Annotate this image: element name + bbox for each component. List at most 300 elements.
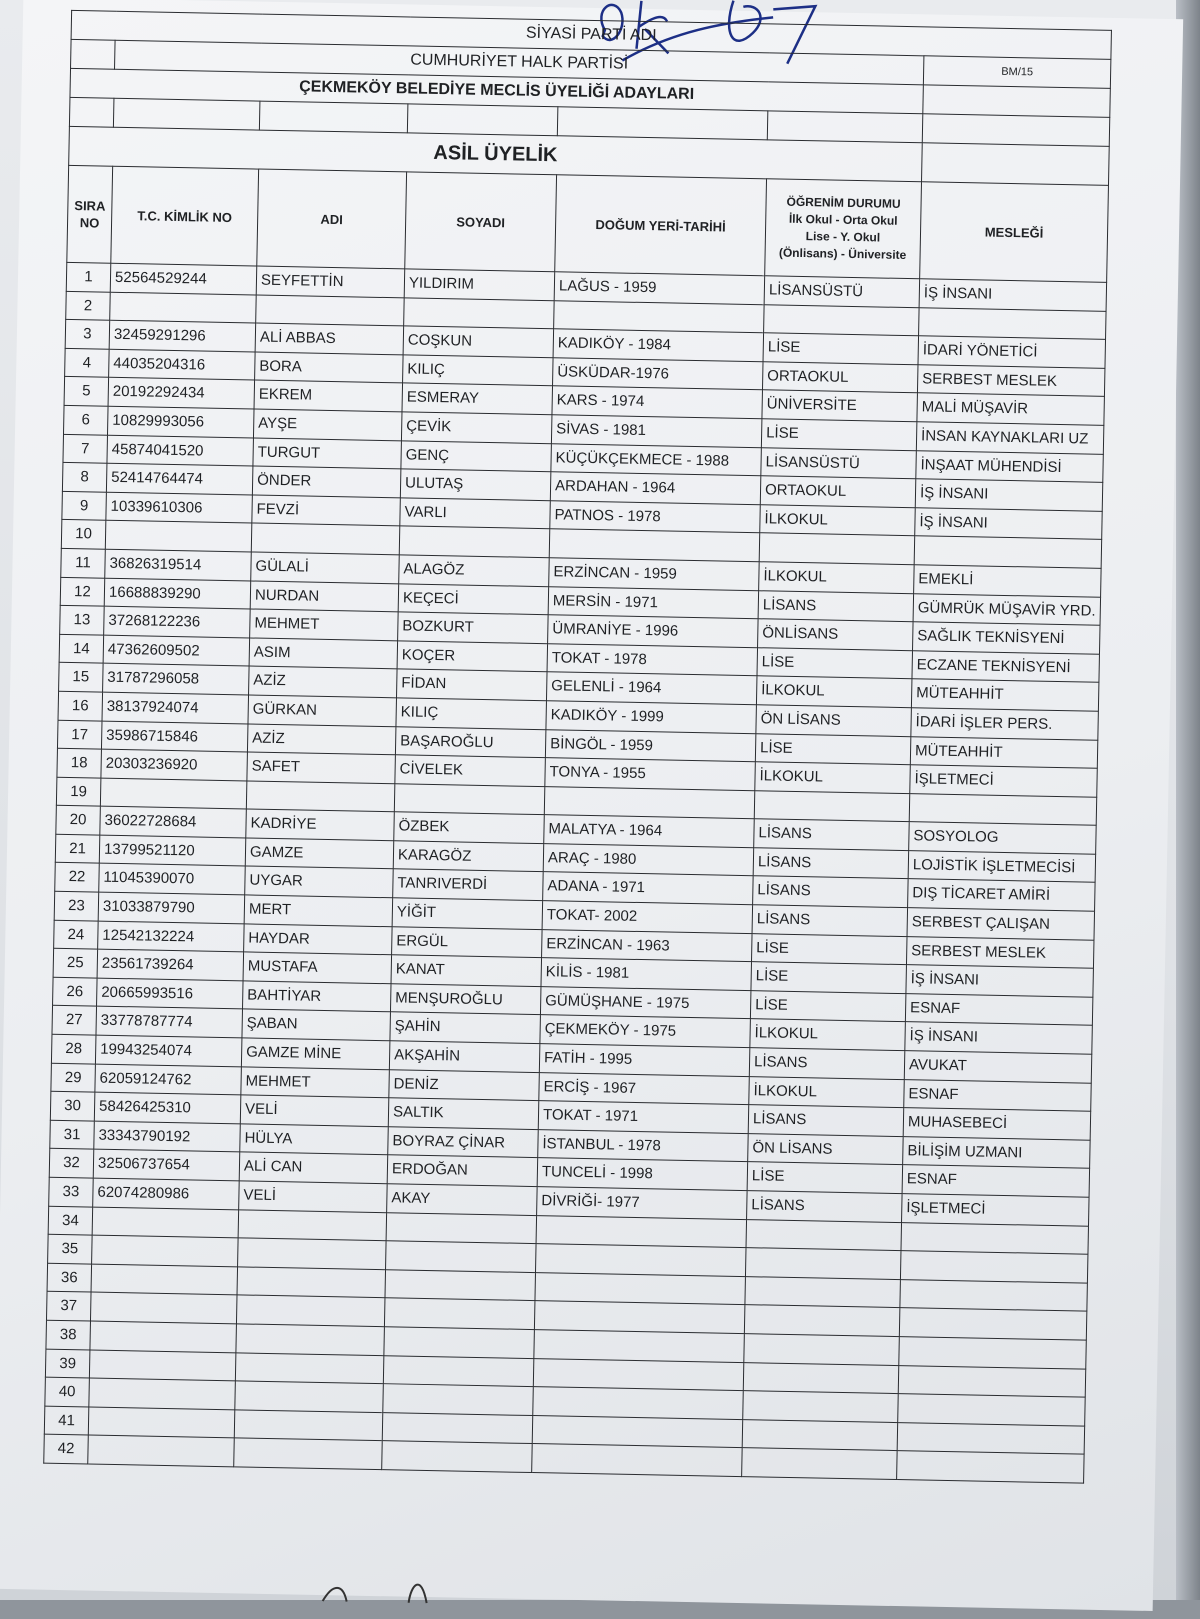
cell-tc: 44035204316 — [109, 349, 256, 380]
cell-meslek — [897, 1422, 1085, 1454]
cell-tc — [90, 1321, 237, 1352]
cell-meslek: İŞLETMECİ — [910, 765, 1098, 797]
col-header-sira-line1: SIRA — [74, 198, 106, 214]
cell-ogrenim: LİSE — [757, 647, 913, 679]
cell-adi: ASIM — [249, 638, 398, 669]
cell-dogum: SİVAS - 1981 — [551, 415, 762, 448]
cell-soyadi — [383, 1355, 534, 1386]
cell-meslek: İŞ İNSANI — [906, 965, 1094, 997]
cell-soyadi — [399, 526, 550, 557]
cell-adi — [237, 1267, 386, 1298]
cell-meslek — [900, 1251, 1088, 1283]
cell-adi: GÜRKAN — [248, 695, 397, 726]
cell-soyadi: ÇEVİK — [401, 412, 552, 443]
cell-soyadi: KILIÇ — [403, 355, 554, 386]
cell-no: 26 — [53, 977, 98, 1006]
cell-dogum: TOKAT- 2002 — [542, 901, 753, 934]
cell-meslek: SERBEST ÇALIŞAN — [907, 908, 1095, 940]
cell-dogum: İSTANBUL - 1978 — [538, 1129, 749, 1162]
form-code: BM/15 — [923, 56, 1111, 89]
cell-tc: 58426425310 — [94, 1092, 241, 1123]
cell-dogum: ERZİNCAN - 1963 — [542, 929, 753, 962]
cell-adi — [238, 1209, 387, 1240]
cell-no: 11 — [61, 548, 106, 577]
section-title: ASİL ÜYELİK — [69, 126, 923, 181]
cell-tc: 36022728684 — [100, 806, 247, 837]
cell-soyadi: CİVELEK — [395, 755, 546, 786]
cell-soyadi: AKAY — [387, 1184, 538, 1215]
cell-ogrenim: LİSANSÜSTÜ — [761, 447, 917, 479]
cell-adi: SAFET — [247, 752, 396, 783]
cell-soyadi: KOÇER — [397, 641, 548, 672]
cell-tc: 35986715846 — [101, 721, 248, 752]
cell-ogrenim: LİSANS — [753, 848, 909, 880]
cell-no: 34 — [48, 1206, 93, 1235]
cell-meslek — [898, 1365, 1086, 1397]
cell-meslek — [898, 1394, 1086, 1426]
cell-meslek — [909, 793, 1097, 825]
cell-soyadi — [382, 1441, 533, 1472]
cell-ogrenim: LİSE — [750, 991, 906, 1023]
cell-tc — [105, 521, 252, 552]
cell-ogrenim: LİSANSÜSTÜ — [764, 276, 920, 308]
col-header-ogrenim — [765, 179, 922, 279]
cell-adi: GAMZE — [245, 838, 394, 869]
cell-meslek: ESNAF — [905, 993, 1093, 1025]
cell-soyadi: ALAGÖZ — [399, 555, 550, 586]
col-header-soyadi: SOYADI — [405, 172, 557, 272]
cell-dogum: ÇEKMEKÖY - 1975 — [540, 1015, 751, 1048]
cell-ogrenim — [744, 1305, 900, 1337]
cell-soyadi — [386, 1212, 537, 1243]
cell-adi — [251, 523, 400, 554]
cell-dogum: KÜÇÜKÇEKMECE - 1988 — [551, 443, 762, 476]
col-header-ogrenim-line4: (Önlisans) - Üniversite — [778, 245, 907, 263]
cell-ogrenim: ÖN LİSANS — [756, 705, 912, 737]
cell-no: 41 — [44, 1406, 89, 1435]
cell-ogrenim: LİSANS — [748, 1105, 904, 1137]
cell-no: 1 — [66, 262, 111, 291]
cell-meslek — [914, 536, 1102, 568]
header-blank-cell — [259, 101, 408, 133]
header-blank-cell — [407, 104, 558, 136]
cell-meslek: GÜMRÜK MÜŞAVİR YRD. — [913, 593, 1101, 625]
council-title: ÇEKMEKÖY BELEDİYE MECLİS ÜYELİĞİ ADAYLARI — [70, 68, 923, 113]
cell-tc — [91, 1264, 238, 1295]
cell-no: 21 — [55, 834, 100, 863]
cell-adi: GÜLALİ — [251, 552, 400, 583]
cell-soyadi — [384, 1327, 535, 1358]
cell-ogrenim — [759, 533, 915, 565]
cell-adi: MEHMET — [241, 1067, 390, 1098]
cell-no: 30 — [50, 1091, 95, 1120]
cell-dogum: GÜMÜŞHANE - 1975 — [540, 986, 751, 1019]
cell-adi: BAHTİYAR — [242, 981, 391, 1012]
cell-dogum — [535, 1244, 746, 1277]
cell-dogum: ADANA - 1971 — [543, 872, 754, 905]
cell-no: 31 — [50, 1120, 95, 1149]
cell-soyadi: KANAT — [391, 955, 542, 986]
cell-ogrenim: İLKOKUL — [749, 1076, 905, 1108]
cell-tc: 32459291296 — [109, 320, 256, 351]
cell-adi: AZİZ — [249, 666, 398, 697]
cell-soyadi: BOZKURT — [398, 612, 549, 643]
cell-adi: MERT — [244, 895, 393, 926]
cell-soyadi: ERDOĞAN — [387, 1155, 538, 1186]
cell-ogrenim: LİSE — [761, 419, 917, 451]
cell-soyadi: FİDAN — [397, 669, 548, 700]
cell-no: 10 — [61, 520, 106, 549]
cell-ogrenim: LİSANS — [758, 590, 914, 622]
cell-dogum: TUNCELİ - 1998 — [537, 1158, 748, 1191]
cell-tc: 45874041520 — [107, 435, 254, 466]
cell-dogum: ÜMRANİYE - 1996 — [548, 615, 759, 648]
cell-no: 28 — [51, 1034, 96, 1063]
cell-ogrenim: LİSE — [751, 933, 907, 965]
cell-soyadi — [404, 297, 555, 328]
col-header-sira — [67, 165, 113, 263]
cell-tc — [92, 1235, 239, 1266]
cell-no: 14 — [59, 634, 104, 663]
cell-tc: 33778787774 — [96, 1007, 243, 1038]
cell-adi: EKREM — [254, 380, 403, 411]
cell-dogum: BİNGÖL - 1959 — [545, 729, 756, 762]
cell-soyadi: AKŞAHİN — [389, 1041, 540, 1072]
cell-meslek: MÜTEAHHİT — [910, 736, 1098, 768]
cell-adi: SEYFETTİN — [256, 266, 405, 297]
cell-meslek: İNSAN KAYNAKLARI UZ — [916, 422, 1104, 454]
cell-no: 20 — [56, 806, 101, 835]
cell-adi: AYŞE — [253, 409, 402, 440]
candidate-form — [43, 10, 1111, 1484]
cell-tc: 10339610306 — [106, 492, 253, 523]
cell-no: 37 — [46, 1292, 91, 1321]
cell-dogum: TONYA - 1955 — [545, 758, 756, 791]
col-header-ogrenim-line2: İlk Okul - Orta Okul — [788, 211, 898, 228]
cell-tc: 33343790192 — [94, 1121, 241, 1152]
cell-meslek: SERBEST MESLEK — [906, 936, 1094, 968]
cell-no: 7 — [63, 434, 108, 463]
header-blank-cell — [922, 114, 1110, 147]
cell-ogrenim: ÜNİVERSİTE — [762, 390, 918, 422]
cell-dogum: GELENLİ - 1964 — [546, 672, 757, 705]
cell-no: 6 — [64, 405, 109, 434]
cell-adi — [236, 1295, 385, 1326]
cell-tc: 36826319514 — [105, 549, 252, 580]
cell-ogrenim: LİSE — [747, 1162, 903, 1194]
cell-ogrenim — [745, 1248, 901, 1280]
cell-tc — [110, 292, 257, 323]
cell-dogum — [535, 1272, 746, 1305]
cell-adi: MUSTAFA — [243, 952, 392, 983]
cell-tc — [90, 1292, 237, 1323]
cell-soyadi: TANRIVERDİ — [393, 869, 544, 900]
cell-tc: 13799521120 — [99, 835, 246, 866]
paper-edge — [1176, 0, 1200, 1600]
cell-meslek: İDARİ İŞLER PERS. — [911, 708, 1099, 740]
cell-tc: 20192292434 — [108, 378, 255, 409]
cell-ogrenim: İLKOKUL — [755, 762, 911, 794]
col-header-adi: ADI — [257, 169, 407, 269]
cell-soyadi: VARLI — [400, 498, 551, 529]
cell-tc — [89, 1378, 236, 1409]
cell-tc: 16688839290 — [104, 578, 251, 609]
cell-adi: TURGUT — [253, 438, 402, 469]
cell-ogrenim — [746, 1219, 902, 1251]
cell-soyadi: DENİZ — [389, 1069, 540, 1100]
cell-tc: 20303236920 — [101, 749, 248, 780]
cell-ogrenim: LİSANS — [753, 876, 909, 908]
cell-no: 38 — [46, 1320, 91, 1349]
cell-meslek: BİLİŞİM UZMANI — [903, 1136, 1091, 1168]
col-header-dogum: DOĞUM YERİ-TARİHİ — [555, 175, 767, 276]
cell-adi: UYGAR — [245, 866, 394, 897]
cell-adi: ALİ CAN — [239, 1152, 388, 1183]
cell-tc: 52564529244 — [110, 263, 257, 294]
cell-adi — [246, 781, 395, 812]
cell-dogum: KADIKÖY - 1984 — [553, 329, 764, 362]
cell-soyadi: YİĞİT — [392, 898, 543, 929]
col-header-ogrenim-line3: Lise - Y. Okul — [805, 229, 881, 245]
cell-adi — [234, 1438, 383, 1469]
cell-tc — [100, 778, 247, 809]
cell-adi: VELİ — [239, 1181, 388, 1212]
cell-adi: HAYDAR — [244, 924, 393, 955]
cell-dogum — [532, 1444, 743, 1477]
header-blank-cell — [71, 39, 116, 69]
cell-ogrenim: ORTAOKUL — [760, 476, 916, 508]
cell-soyadi: BAŞAROĞLU — [395, 726, 546, 757]
cell-tc: 47362609502 — [103, 635, 250, 666]
cell-no: 42 — [44, 1435, 89, 1464]
cell-adi: AZİZ — [247, 723, 396, 754]
cell-ogrenim: İLKOKUL — [760, 505, 916, 537]
cell-dogum — [536, 1215, 747, 1248]
cell-meslek — [900, 1279, 1088, 1311]
cell-tc: 19943254074 — [95, 1035, 242, 1066]
header-blank-cell — [923, 85, 1111, 118]
cell-soyadi: GENÇ — [401, 440, 552, 471]
cell-no: 15 — [59, 663, 104, 692]
cell-tc — [92, 1207, 239, 1238]
cell-no: 22 — [55, 863, 100, 892]
cell-adi: KADRİYE — [246, 809, 395, 840]
cell-ogrenim — [745, 1276, 901, 1308]
cell-meslek: MALİ MÜŞAVİR — [917, 393, 1105, 425]
cell-ogrenim: LİSANS — [752, 905, 908, 937]
cell-soyadi: BOYRAZ ÇİNAR — [388, 1127, 539, 1158]
cell-dogum: ERCİŞ - 1967 — [539, 1072, 750, 1105]
cell-ogrenim: İLKOKUL — [756, 676, 912, 708]
cell-adi: GAMZE MİNE — [241, 1038, 390, 1069]
cell-ogrenim: İLKOKUL — [759, 562, 915, 594]
cell-adi: ŞABAN — [242, 1009, 391, 1040]
cell-adi — [256, 295, 405, 326]
cell-adi — [238, 1238, 387, 1269]
cell-no: 35 — [48, 1234, 93, 1263]
cell-adi: FEVZİ — [252, 495, 401, 526]
cell-soyadi — [394, 783, 545, 814]
cell-dogum — [532, 1415, 743, 1448]
cell-no: 32 — [49, 1149, 94, 1178]
cell-tc: 62074280986 — [93, 1178, 240, 1209]
cell-dogum — [534, 1301, 745, 1334]
cell-soyadi: ŞAHİN — [390, 1012, 541, 1043]
cell-meslek: DIŞ TİCARET AMİRİ — [908, 879, 1096, 911]
party-name: CUMHURİYET HALK PARTİSİ — [115, 40, 924, 85]
cell-adi — [235, 1352, 384, 1383]
header-blank-cell — [69, 97, 114, 127]
cell-tc: 12542132224 — [98, 921, 245, 952]
cell-meslek: İŞ İNSANI — [919, 279, 1107, 311]
cell-no: 2 — [66, 291, 111, 320]
col-header-meslek: MESLEĞİ — [920, 182, 1109, 283]
cell-no: 33 — [49, 1177, 94, 1206]
cell-ogrenim: ÖNLİSANS — [758, 619, 914, 651]
header-blank-cell — [922, 143, 1110, 186]
cell-soyadi: ULUTAŞ — [400, 469, 551, 500]
cell-soyadi: KILIÇ — [396, 698, 547, 729]
cell-meslek: ESNAF — [904, 1079, 1092, 1111]
cell-meslek — [899, 1337, 1087, 1369]
cell-dogum: ERZİNCAN - 1959 — [549, 558, 760, 591]
cell-meslek — [919, 307, 1107, 339]
cell-no: 27 — [52, 1006, 97, 1035]
cell-ogrenim: ÖN LİSANS — [748, 1133, 904, 1165]
cell-soyadi: ESMERAY — [402, 383, 553, 414]
cell-soyadi — [386, 1241, 537, 1272]
cell-soyadi: SALTIK — [388, 1098, 539, 1129]
header-blank-cell — [113, 98, 260, 130]
cell-ogrenim — [743, 1391, 899, 1423]
cell-tc: 11045390070 — [99, 864, 246, 895]
cell-meslek: ESNAF — [902, 1165, 1090, 1197]
cell-dogum — [533, 1387, 744, 1420]
cell-ogrenim: LİSANS — [747, 1191, 903, 1223]
cell-no: 23 — [54, 891, 99, 920]
cell-ogrenim: LİSE — [755, 733, 911, 765]
cell-dogum: LAĞUS - 1959 — [554, 272, 765, 305]
cell-adi: HÜLYA — [240, 1124, 389, 1155]
cell-meslek: ECZANE TEKNİSYENİ — [912, 650, 1100, 682]
cell-adi: MEHMET — [250, 609, 399, 640]
cell-soyadi: YILDIRIM — [404, 269, 555, 300]
cell-soyadi: ÖZBEK — [394, 812, 545, 843]
cell-meslek: SAĞLIK TEKNİSYENİ — [913, 622, 1101, 654]
cell-ogrenim — [742, 1448, 898, 1480]
cell-meslek: MUHASEBECİ — [903, 1108, 1091, 1140]
cell-dogum: KİLİS - 1981 — [541, 958, 752, 991]
cell-soyadi — [384, 1298, 535, 1329]
cell-ogrenim — [743, 1362, 899, 1394]
cell-no: 16 — [58, 691, 103, 720]
cell-dogum — [533, 1358, 744, 1391]
candidate-rows — [44, 262, 1107, 1483]
cell-tc: 31787296058 — [103, 663, 250, 694]
cell-tc: 10829993056 — [107, 406, 254, 437]
cell-no: 39 — [45, 1349, 90, 1378]
cell-dogum: ARAÇ - 1980 — [543, 844, 754, 877]
cell-ogrenim: LİSANS — [754, 819, 910, 851]
cell-tc: 52414764474 — [106, 463, 253, 494]
cell-tc: 31033879790 — [98, 892, 245, 923]
cell-no: 13 — [60, 605, 105, 634]
cell-dogum: KADIKÖY - 1999 — [546, 701, 757, 734]
cell-tc — [88, 1435, 235, 1466]
cell-adi: ALİ ABBAS — [255, 323, 404, 354]
cell-soyadi: ERGÜL — [392, 926, 543, 957]
cell-ogrenim — [764, 304, 920, 336]
cell-dogum — [549, 529, 760, 562]
cell-no: 25 — [53, 949, 98, 978]
cell-meslek — [901, 1222, 1089, 1254]
cell-dogum: TOKAT - 1978 — [547, 643, 758, 676]
cell-ogrenim: LİSE — [751, 962, 907, 994]
cell-no: 40 — [45, 1377, 90, 1406]
cell-no: 24 — [54, 920, 99, 949]
cell-meslek: AVUKAT — [904, 1051, 1092, 1083]
cell-meslek: LOJİSTİK İŞLETMECİSİ — [908, 851, 1096, 883]
header-blank-cell — [557, 107, 768, 140]
cell-meslek — [897, 1451, 1085, 1483]
cell-soyadi — [382, 1412, 533, 1443]
cell-tc: 20665993516 — [97, 978, 244, 1009]
cell-no: 18 — [57, 748, 102, 777]
cell-dogum: PATNOS - 1978 — [550, 500, 761, 533]
cell-soyadi — [385, 1269, 536, 1300]
cell-dogum: MALATYA - 1964 — [544, 815, 755, 848]
cell-no: 17 — [57, 720, 102, 749]
cell-soyadi: COŞKUN — [403, 326, 554, 357]
col-header-tc: T.C. KİMLİK NO — [111, 166, 259, 266]
cell-dogum: DİVRİĞİ- 1977 — [537, 1187, 748, 1220]
cell-ogrenim: ORTAOKUL — [762, 362, 918, 394]
cell-adi — [234, 1410, 383, 1441]
cell-tc — [88, 1407, 235, 1438]
pen-mark — [313, 1563, 454, 1606]
cell-tc: 37268122236 — [104, 606, 251, 637]
cell-tc: 38137924074 — [102, 692, 249, 723]
cell-no: 19 — [56, 777, 101, 806]
cell-dogum: MERSİN - 1971 — [548, 586, 759, 619]
cell-dogum: KARS - 1974 — [552, 386, 763, 419]
cell-no: 12 — [60, 577, 105, 606]
col-header-sira-line2: NO — [79, 215, 100, 231]
cell-no: 5 — [64, 377, 109, 406]
cell-meslek: EMEKLİ — [914, 565, 1102, 597]
cell-meslek: İŞ İNSANI — [915, 507, 1103, 539]
cell-meslek: MÜTEAHHİT — [911, 679, 1099, 711]
cell-dogum: TOKAT - 1971 — [538, 1101, 749, 1134]
cell-soyadi: MENŞUROĞLU — [390, 984, 541, 1015]
cell-ogrenim: LİSE — [763, 333, 919, 365]
cell-dogum — [534, 1330, 745, 1363]
cell-ogrenim — [744, 1334, 900, 1366]
cell-meslek: İŞLETMECİ — [902, 1194, 1090, 1226]
cell-tc — [89, 1350, 236, 1381]
cell-ogrenim: LİSANS — [749, 1048, 905, 1080]
cell-meslek: İŞ İNSANI — [915, 479, 1103, 511]
cell-no: 8 — [62, 463, 107, 492]
cell-dogum: FATİH - 1995 — [539, 1044, 750, 1077]
col-header-ogrenim-line1: ÖĞRENİM DURUMU — [786, 194, 901, 211]
cell-adi — [236, 1324, 385, 1355]
cell-meslek: İDARİ YÖNETİCİ — [918, 336, 1106, 368]
cell-no: 3 — [65, 320, 110, 349]
cell-dogum: ÜSKÜDAR-1976 — [553, 358, 764, 391]
cell-dogum — [544, 786, 755, 819]
cell-meslek: SERBEST MESLEK — [917, 365, 1105, 397]
